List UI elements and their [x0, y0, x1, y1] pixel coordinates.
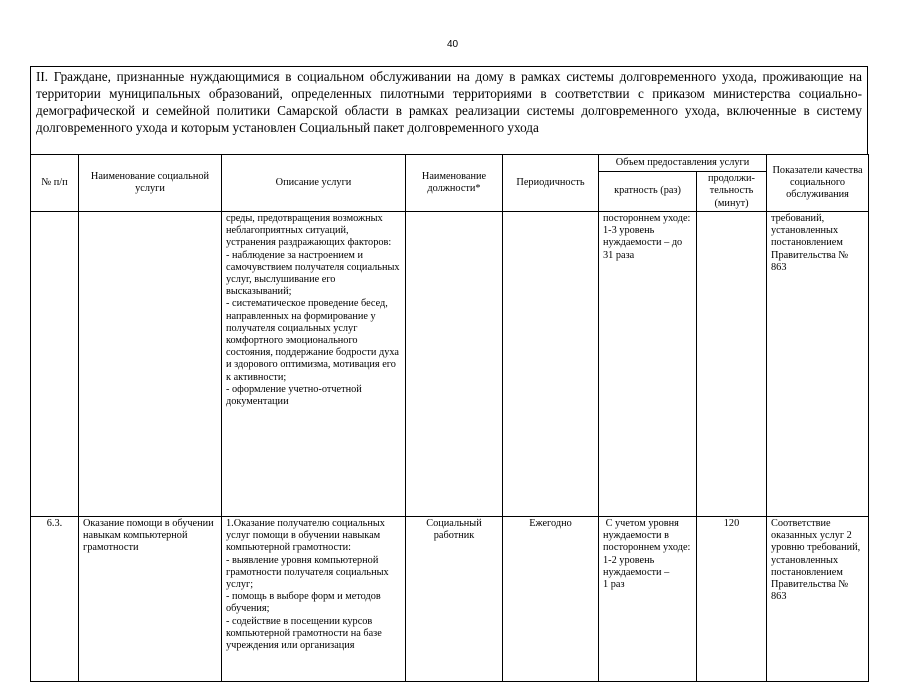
- cell-frequency: С учетом уровня нуждаемости в постороннем уходе: 1-2 уровень нуждаемости – 1 раз: [599, 517, 697, 682]
- cell-frequency: постороннем уходе: 1-3 уровень нуждаемости – до 31 раза: [599, 212, 697, 517]
- cell-description: среды, предотвращения возможных неблагоприятных ситуаций, устранения раздражающих факторов: - наблюдение за настроением и самочувствием получателя социальных услуг, выслушивание его высказываний; - систематическое проведение бесед, направленных на формирование у получателя социальных услуг комфортного эмоционального состояния, поддержание бодрости духа и здорового оптимизма, мотивация его к активности; - оформление учетно-отчетной документации: [222, 212, 406, 517]
- page-number: 40: [446, 39, 459, 50]
- table-header: [31, 155, 869, 212]
- cell-num: 6.3.: [31, 517, 79, 682]
- header-num: № п/п: [31, 155, 79, 212]
- cell-quality: Соответствие оказанных услуг 2 уровню требований, установленных постановлением Правительства № 863: [767, 517, 869, 682]
- header-frequency: кратность (раз): [599, 172, 697, 212]
- cell-position: Социальный работник: [406, 517, 503, 682]
- cell-position: [406, 212, 503, 517]
- cell-service-name: Оказание помощи в обучении навыкам компьютерной грамотности: [79, 517, 222, 682]
- cell-duration: 120: [697, 517, 767, 682]
- cell-num: [31, 212, 79, 517]
- table-row: [31, 212, 869, 517]
- header-periodicity: Периодичность: [503, 155, 599, 212]
- cell-description: 1.Оказание получателю социальных услуг помощи в обучении навыкам компьютерной грамотности: - выявление уровня компьютерной грамотности получателя социальных услуг; - помощь в выборе форм и методов обучения; - содействие в посещении курсов компьютерной грамотности на базе учреждения или организация: [222, 517, 406, 682]
- cell-quality: требований, установленных постановлением Правительства № 863: [767, 212, 869, 517]
- cell-periodicity: [503, 212, 599, 517]
- header-position: Наименование должности*: [406, 155, 503, 212]
- section-heading: II. Граждане, признанные нуждающимися в социальном обслуживании на дому в рамках системы долговременного ухода, проживающие на территории муниципальных образований, определенных пилотными территориями в соответствии с приказом министерства социально-демографической и семейной политики Самарской области в рамках реализации системы долговременного ухода, включенные в систему долговременного ухода и которым установлен Социальный пакет долговременного ухода: [30, 66, 868, 154]
- services-table: [30, 154, 869, 682]
- header-quality: Показатели качества социального обслуживания: [767, 155, 869, 212]
- header-service-name: Наименование социальной услуги: [79, 155, 222, 212]
- cell-periodicity: Ежегодно: [503, 517, 599, 682]
- header-volume: Объем предоставления услуги: [599, 155, 767, 172]
- table-row: [31, 517, 869, 682]
- header-description: Описание услуги: [222, 155, 406, 212]
- header-duration: продолжи-тельность (минут): [697, 172, 767, 212]
- cell-duration: [697, 212, 767, 517]
- cell-service-name: [79, 212, 222, 517]
